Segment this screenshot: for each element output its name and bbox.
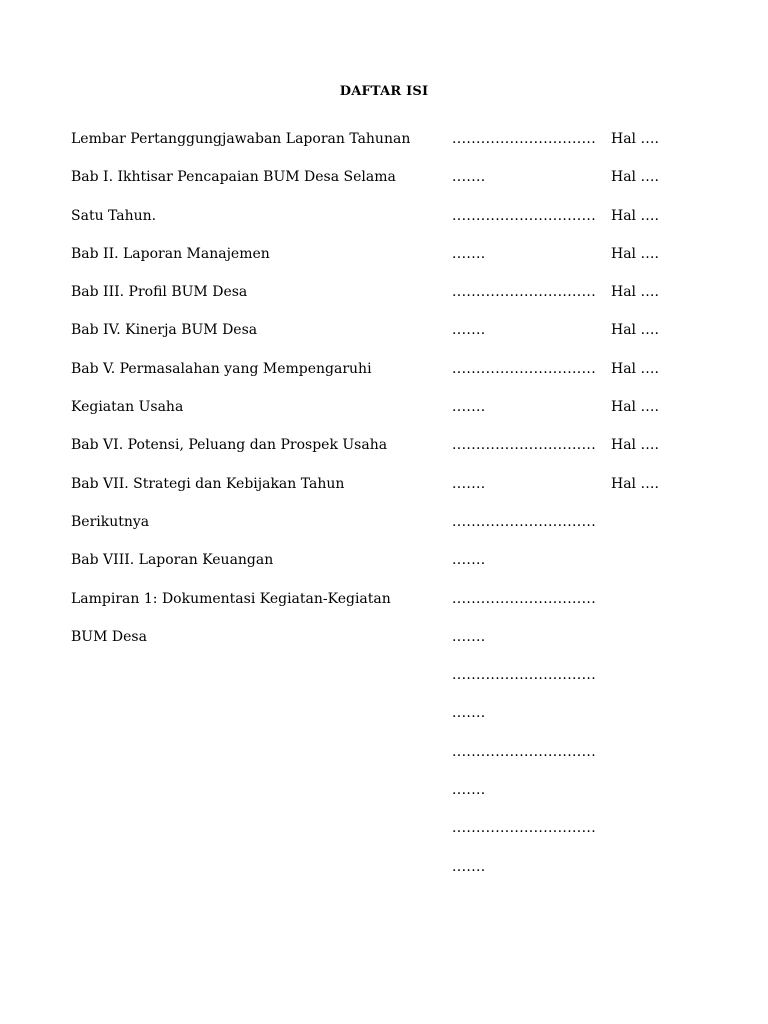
toc-row (71, 320, 711, 358)
toc-page-ref: Hal …. (611, 245, 659, 262)
toc-entry-label: Satu Tahun. (71, 207, 157, 224)
toc-entry-label: Bab I. Ikhtisar Pencapaian BUM Desa Selama (71, 169, 396, 186)
toc-entry-label: Bab VIII. Laporan Keuangan (71, 552, 274, 569)
toc-row (71, 857, 711, 895)
toc-page-ref: Hal …. (611, 131, 659, 147)
toc-entry-label: Berikutnya (71, 513, 150, 530)
toc-row (71, 397, 711, 435)
toc-entry-label: Lampiran 1: Dokumentasi Kegiatan-Kegiatan (71, 590, 391, 607)
toc-leader-dots: .............................. (452, 284, 597, 301)
toc-row (71, 167, 711, 205)
toc-row (71, 627, 711, 665)
toc-leader-dots: ....... (452, 322, 486, 339)
toc-page-ref: Hal …. (611, 437, 659, 454)
toc-leader-dots: .............................. (452, 743, 597, 760)
toc-row (71, 435, 711, 473)
toc-row (71, 129, 711, 167)
toc-row (71, 244, 711, 282)
toc-row (71, 282, 711, 320)
toc-leader-dots: .............................. (452, 131, 597, 147)
toc-row (71, 206, 711, 244)
toc-row (71, 550, 711, 588)
toc-row (71, 665, 711, 703)
toc-row (71, 742, 711, 780)
toc-row (71, 474, 711, 512)
toc-entry-label: Bab VII. Strategi dan Kebijakan Tahun (71, 475, 345, 492)
toc-page-ref: Hal …. (611, 475, 659, 492)
toc-row (71, 359, 711, 397)
toc-leader-dots: ....... (452, 475, 486, 492)
toc-page-ref: Hal …. (611, 360, 659, 377)
toc-entry-label: Bab III. Profil BUM Desa (71, 284, 248, 301)
toc-page-ref: Hal …. (611, 284, 659, 301)
toc-leader-dots: .............................. (452, 590, 597, 607)
toc-leader-dots: ....... (452, 628, 486, 645)
toc-leader-dots: ....... (452, 858, 486, 875)
toc-entry-label: Bab VI. Potensi, Peluang dan Prospek Usaha (71, 437, 388, 454)
toc-leader-dots: .............................. (452, 513, 597, 530)
toc-leader-dots: ....... (452, 705, 486, 722)
toc-row (71, 512, 711, 550)
toc-page-ref: Hal …. (611, 322, 659, 339)
toc-leader-dots: .............................. (452, 820, 597, 837)
toc-entry-label: Bab IV. Kinerja BUM Desa (71, 322, 258, 339)
toc-entry-label: Bab II. Laporan Manajemen (71, 245, 270, 262)
table-of-contents (71, 129, 711, 895)
toc-leader-dots: .............................. (452, 437, 597, 454)
toc-leader-dots: ....... (452, 399, 486, 416)
toc-entry-label: Kegiatan Usaha (71, 399, 184, 416)
toc-entry-label: Lembar Pertanggungjawaban Laporan Tahunan (71, 131, 411, 147)
toc-row (71, 703, 711, 741)
toc-page-ref: Hal …. (611, 169, 659, 186)
toc-leader-dots: ....... (452, 782, 486, 799)
toc-row (71, 818, 711, 856)
toc-leader-dots: .............................. (452, 667, 597, 684)
toc-leader-dots: ....... (452, 552, 486, 569)
toc-entry-label: BUM Desa (71, 628, 147, 645)
toc-row (71, 780, 711, 818)
toc-leader-dots: .............................. (452, 360, 597, 377)
toc-page-ref: Hal …. (611, 207, 659, 224)
toc-leader-dots: ....... (452, 169, 486, 186)
toc-row (71, 589, 711, 627)
page-title: DAFTAR ISI (339, 84, 429, 99)
toc-page-ref: Hal …. (611, 399, 659, 416)
toc-entry-label: Bab V. Permasalahan yang Mempengaruhi (71, 360, 372, 377)
toc-leader-dots: ....... (452, 245, 486, 262)
toc-leader-dots: .............................. (452, 207, 597, 224)
